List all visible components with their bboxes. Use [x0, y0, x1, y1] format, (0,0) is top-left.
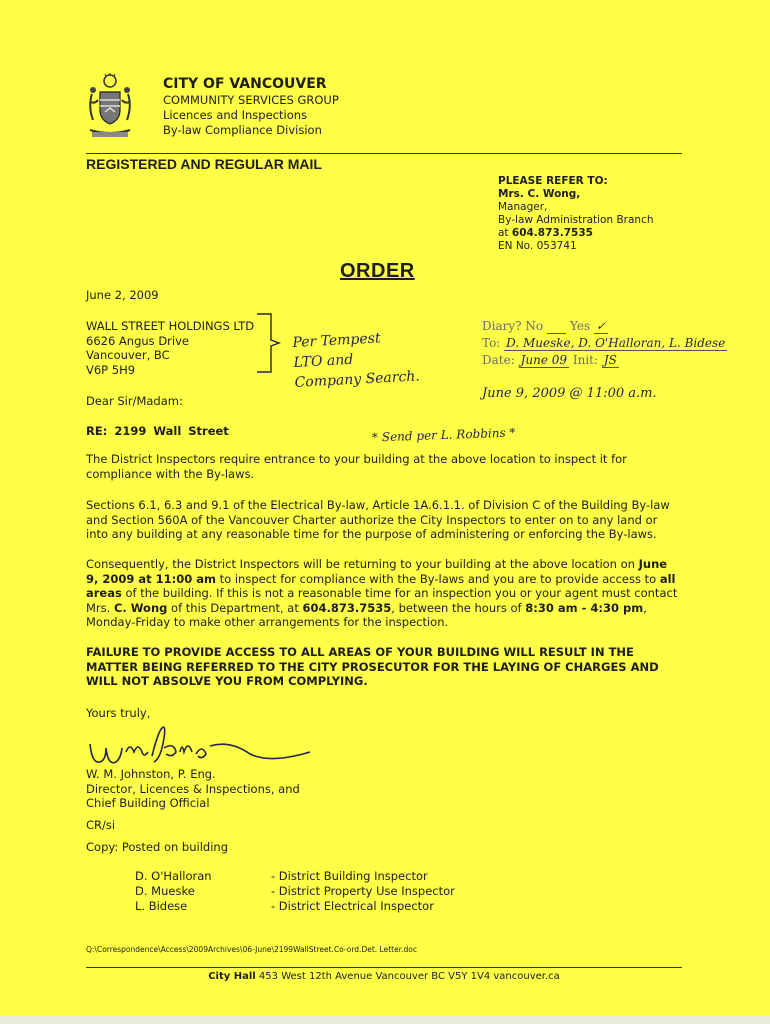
address-line: V6P 5H9	[86, 362, 136, 377]
handwritten-inspection-time: June 9, 2009 @ 11:00 a.m.	[482, 386, 657, 401]
letterhead-line: By-law Compliance Division	[163, 123, 322, 137]
list-item: L. Bidese - District Electrical Inspector	[135, 899, 434, 913]
signer-name: W. M. Johnston, P. Eng.	[86, 767, 216, 781]
diary-init-label: Init:	[572, 353, 599, 367]
refer-block	[498, 175, 654, 253]
handwritten-send-note: * Send per L. Robbins *	[371, 425, 516, 445]
footer-label: City Hall	[208, 971, 256, 982]
diary-yes-label: Yes	[570, 319, 591, 333]
letter-date: June 2, 2009	[86, 288, 159, 302]
diary-date-value: June 09	[520, 353, 568, 367]
diary-to-label: To:	[482, 336, 501, 350]
diary-yes-mark: ✓	[596, 319, 607, 333]
diary-init-value: JS	[603, 353, 617, 367]
paragraph-3: Consequently, the District Inspectors will be returning to your building at the above location on June 9, 2009 at 11:00 am to inspect for compliance with the By-laws and you are to provide access to all areas of the building. If this is not a reasonable time for an inspection you or your agent must contact Mrs. C. Wong of this Department, at 604.873.7535, between the hours of 8:30 am - 4:30 pm, Monday-Friday to make other arrangements for the inspection.	[86, 557, 678, 629]
diary-label: Diary? No	[482, 319, 544, 333]
handwritten-bracket-icon	[255, 312, 283, 374]
list-item: D. O'Halloran - District Building Inspector	[135, 869, 428, 883]
refer-name: Mrs. C. Wong,	[498, 188, 581, 200]
letterhead-line: Licences and Inspections	[163, 108, 308, 122]
paragraph-1: The District Inspectors require entrance to your building at the above location to inspect it for compliance with the By-laws.	[86, 452, 627, 481]
address-line: 6626 Angus Drive	[86, 333, 189, 348]
mail-type: REGISTERED AND REGULAR MAIL	[86, 156, 322, 172]
signer-block	[86, 767, 300, 811]
diary-stamp	[482, 318, 727, 369]
recipient-address	[86, 319, 254, 377]
footer	[86, 971, 682, 982]
paragraph-2: Sections 6.1, 6.3 and 9.1 of the Electrical By-law, Article 1A.6.1.1. of Division C of the Building By-law and Section 560A of the Vancouver Charter authorize the City Inspectors to enter on to any land or into any building at any reasonable time for the purpose of administering or enforcing the By-laws.	[86, 498, 670, 541]
letterhead-line: COMMUNITY SERVICES GROUP	[163, 93, 339, 107]
refer-heading: PLEASE REFER TO:	[498, 175, 608, 187]
org-name: CITY OF VANCOUVER	[163, 76, 327, 92]
list-item: D. Mueske - District Property Use Inspector	[135, 884, 455, 898]
diary-to-value: D. Mueske, D. O'Halloran, L. Bidese	[506, 336, 726, 350]
refer-phone: 604.873.7535	[511, 227, 593, 239]
footer-rule	[86, 967, 682, 968]
signature-icon	[86, 726, 316, 768]
subject-line	[86, 424, 229, 438]
refer-en: EN No. 053741	[498, 240, 577, 252]
signer-title: Director, Licences & Inspections, and	[86, 781, 300, 796]
handwritten-note: Per Tempest LTO and Company Search.	[292, 330, 421, 391]
copy-line: Copy: Posted on building	[86, 840, 228, 854]
closing: Yours truly,	[86, 706, 151, 720]
address-line: Vancouver, BC	[86, 348, 170, 362]
re-label: RE:	[86, 424, 108, 438]
salutation: Dear Sir/Madam:	[86, 394, 183, 408]
copy-list	[135, 869, 455, 914]
diary-date-label: Date:	[482, 353, 515, 367]
page-edge	[0, 1016, 770, 1024]
re-value: 2199 Wall Street	[114, 424, 229, 438]
page-title: ORDER	[340, 260, 415, 282]
refer-title: Manager,	[498, 201, 548, 213]
reference-initials: CR/si	[86, 818, 116, 832]
refer-branch: By-law Administration Branch	[498, 214, 654, 226]
file-path: Q:\Correspondence\Access\2009Archives\06-June\2199WallStreet.Co-ord.Det. Letter.doc	[86, 945, 417, 954]
letterhead	[163, 76, 339, 138]
footer-address: 453 West 12th Avenue Vancouver BC V5Y 1V4 vancouver.ca	[258, 971, 560, 982]
header-rule	[86, 153, 682, 154]
address-line: WALL STREET HOLDINGS LTD	[86, 319, 255, 333]
refer-phone-prefix: at	[498, 227, 512, 239]
warning-paragraph: FAILURE TO PROVIDE ACCESS TO ALL AREAS OF YOUR BUILDING WILL RESULT IN THE MATTER BEING REFERRED TO THE CITY PROSECUTOR FOR THE LAYING OF CHARGES AND WILL NOT ABSOLVE YOU FROM COMPLYING.	[86, 645, 659, 688]
signer-title: Chief Building Official	[86, 796, 210, 810]
city-crest-icon	[86, 72, 134, 142]
